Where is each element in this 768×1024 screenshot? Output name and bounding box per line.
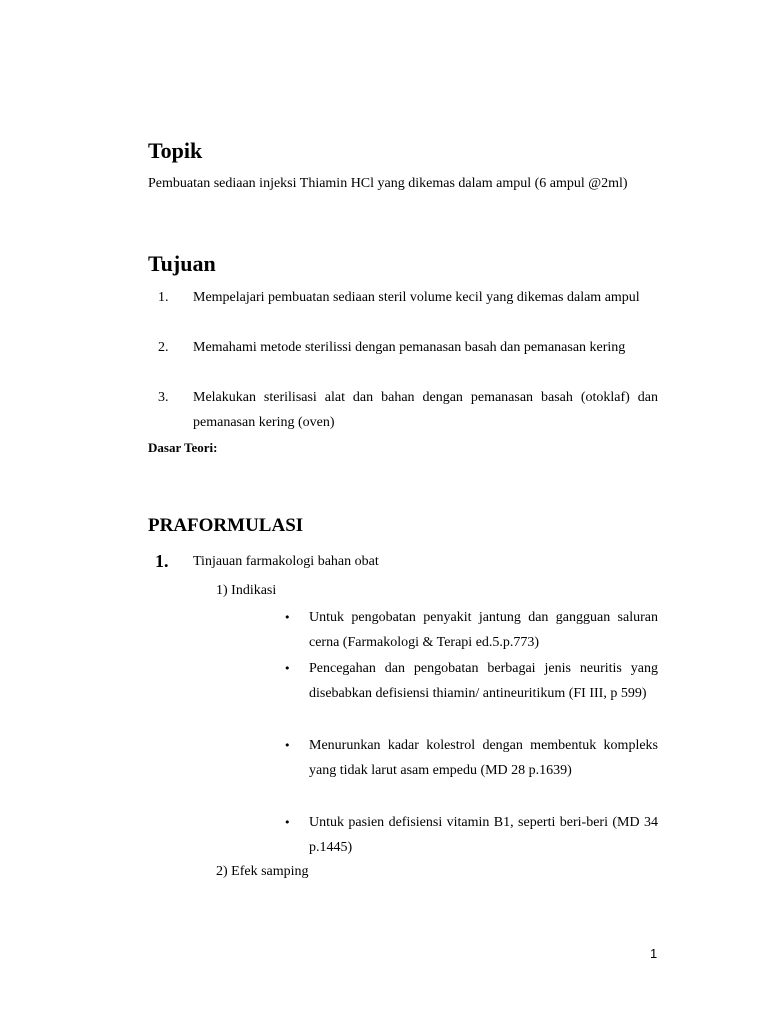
- tujuan-item-text: Mempelajari pembuatan sediaan steril volume kecil yang dikemas dalam ampul: [193, 290, 640, 305]
- tujuan-item-number: 3.: [158, 390, 169, 405]
- page-number: 1: [650, 946, 658, 961]
- tujuan-item-text: Melakukan sterilisasi alat dan bahan dengan pemanasan basah (otoklaf) dan pemanasan kering (oven): [193, 390, 658, 430]
- bullet-text: Untuk pasien defisiensi vitamin B1, seperti beri-beri (MD 34 p.1445): [309, 815, 658, 855]
- praformulasi-heading: PRAFORMULASI: [148, 515, 304, 536]
- bullet-icon: •: [284, 739, 291, 752]
- bullet-text: Pencegahan dan pengobatan berbagai jenis neuritis yang disebabkan defisiensi thiamin/ antineuritikum (FI III, p 599): [309, 661, 658, 701]
- tujuan-item-text: Memahami metode sterilissi dengan pemanasan basah dan pemanasan kering: [193, 340, 626, 355]
- topik-heading: Topik: [148, 138, 203, 163]
- section-1-number: 1.: [155, 551, 169, 571]
- bullet-text: Menurunkan kadar kolestrol dengan membentuk kompleks yang tidak larut asam empedu (MD 28 p.1639): [309, 738, 658, 778]
- tujuan-heading: Tujuan: [148, 251, 216, 276]
- bullet-icon: •: [284, 611, 291, 624]
- bullet-icon: •: [284, 816, 291, 829]
- topik-text: Pembuatan sediaan injeksi Thiamin HCl yang dikemas dalam ampul (6 ampul @2ml): [148, 176, 628, 191]
- dasar-teori-label: Dasar Teori:: [148, 440, 218, 455]
- bullet-text: Untuk pengobatan penyakit jantung dan gangguan saluran cerna (Farmakologi & Terapi ed.5.p.773): [309, 610, 658, 650]
- sub-item-indikasi: 1) Indikasi: [216, 583, 277, 598]
- section-1-title: Tinjauan farmakologi bahan obat: [193, 554, 379, 569]
- tujuan-item-number: 2.: [158, 340, 169, 355]
- bullet-icon: •: [284, 662, 291, 675]
- sub-item-efek-samping: 2) Efek samping: [216, 864, 309, 879]
- tujuan-item-number: 1.: [158, 290, 169, 305]
